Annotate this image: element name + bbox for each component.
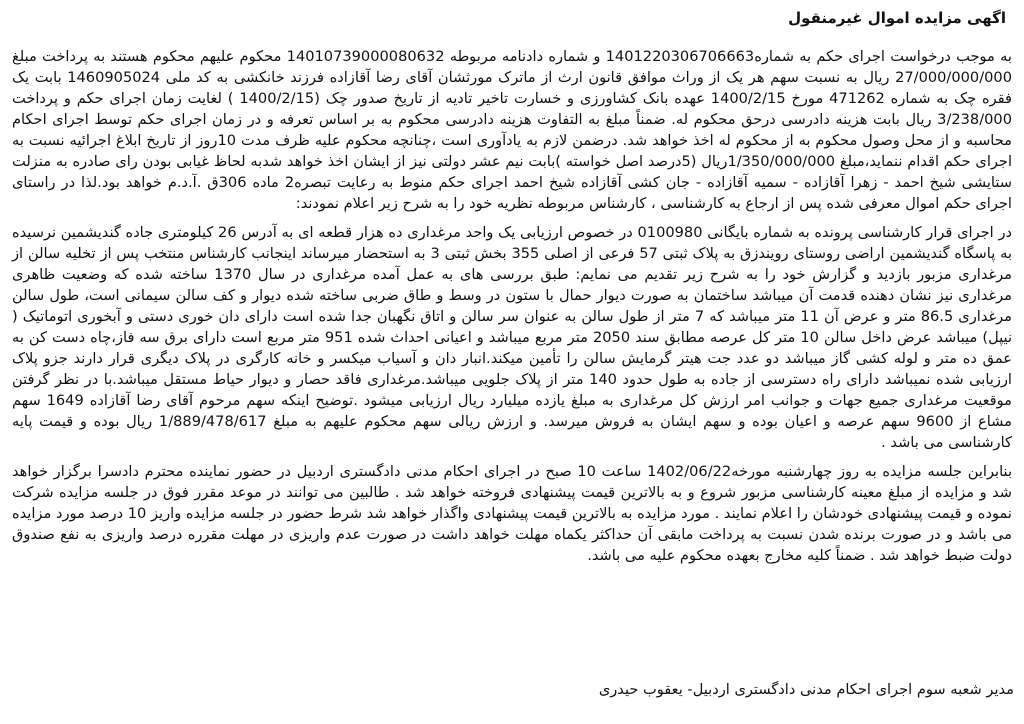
notice-signature: مدیر شعبه سوم اجرای احکام مدنی دادگستری اردبیل- یعقوب حیدری: [598, 681, 1014, 698]
notice-paragraph-auction-session: بنابراین جلسه مزایده به روز چهارشنبه مورخه1402/06/22 ساعت 10 صبح در اجرای احکام مدنی دادگستری اردبیل در حضور نماینده محترم دادسرا برگزار خواهد شد و مزایده از مبلغ معینه کارشناسی مزبور شروع و به بالاترین قیمت پیشنهادی فروخته خواهد شد . طالبین می توانند در موعد مقرر فوق در جلسه مزایده شرکت نموده و قیمت پیشنهادی خودشان را اعلام نمایند . مورد مزایده به بالاترین قیمت پیشنهادی واگذار خواهد شد شرط حضور در جلسه مزایده واریز 10 درصد مورد مزایده می باشد و در صورت برنده شدن نسبت به پرداخت مابقی آن حداکثر یکماه مهلت خواهد داشت در صورت عدم واریزی در مهلت مقرره درصد واریزی به نفع صندوق دولت ضبط خواهد شد . ضمناً کلیه مخارج بعهده محکوم علیه می باشد.: [12, 463, 1013, 564]
notice-title: اگهی مزایده اموال غیرمنقول: [788, 9, 1006, 27]
notice-paragraph-judgment: به موجب درخواست اجرای حکم به شماره1401220306706663 و شماره دادنامه مربوطه 14010739000080632 محکوم علیهم محکوم هستند به پرداخت مبلغ 27/000/000/000 ریال به نسبت سهم هر یک از وراث موافق قانون ارث از ماترک مورثشان آقای رضا آقازاده فرزند خانکشی به کد ملی 1460905024 بابت یک فقره چک به شماره 471262 مورخ 1400/2/15 عهده بانک کشاورزی و خسارت تاخیر تادیه از تاریخ صدور چک (1400/2/15 ) لغایت زمان اجرای حکم و پرداخت 3/238/000 ریال بابت هزینه دادرسی درحق محکوم له. ضمناً مبلغ به التفاوت هزینه دادرسی محکوم به بر اساس تعرفه و در زمان اجرای حکم توسط اجرای احکام محاسبه و از محل وصول محکوم به از محکوم له اخذ خواهد شد. درضمن لازم به یادآوری است ،چنانچه محکوم علیه ظرف مدت 10روز از تاریخ ابلاغ اجرائیه نسبت به اجرای حکم اقدام ننماید،مبلغ 1/350/000/000ریال (5درصد اصل خواسته )بابت نیم عشر دولتی نیز از ایشان اخذ خواهد شدبه لحاظ غیابی بودن رای صادره به منزلت ستایشی شیخ احمد - زهرا آقازاده - سمیه آقازاده - جان کشی آقازاده شیخ احمد اجرای حکم منوط به رعایت تبصره2 ماده 306ق .آ.د.م خواهد بود.لذا در راستای اجرای حکم اموال معرفی شده پس از ارجاع به کارشناسی ، کارشناس مربوطه نظریه خود را به شرح زیر اعلام نمودند:: [12, 48, 1013, 212]
notice-paragraph-appraisal: در اجرای قرار کارشناسی پرونده به شماره بایگانی 0100980 در خصوص ارزیابی یک واحد مرغداری ده هزار قطعه ای به آدرس 26 کیلومتری جاده گندیشمین نرسیده به پاسگاه گندیشمین اراضی روستای رویندزق به پلاک ثبتی 57 فرعی از اصلی 355 بخش ثبتی 3 به استحضار میرساند اینجانب کارشناس منتخب پس از تخلیه سالن از مرغداری مزبور بازدید و گزارش خود را به شرح زیر تقدیم می نمایم: طبق بررسی های به عمل آمده مرغداری در سال 1370 ساخته شده که وضعیت ظاهری مرغداری نیز نشان دهنده قدمت آن میباشد ساختمان به صورت دیوار حمال با ستون در وسط و طاق ضربی ساخته شده دیوار و کف سالن سیمانی است، طول سالن مرغداری 86.5 متر و عرض آن 11 متر میباشد که 7 متر از طول سالن به عنوان سر سالن و اتاق نگهبان جدا شده است دارای دان خوری دستی و آبخوری اتوماتیک ( نیپل) میباشد عرض داخل سالن 10 متر کل عرصه مطابق سند 2050 متر مربع میباشد و اعیانی احداث شده 951 متر مربع است دارای برق سه فاز،چاه دست کن به عمق ده متر و لوله کشی گاز میباشد دو عدد جت هیتر گرمایش سالن را تأمین میکند.انبار دان و آسیاب میکسر و خانه کارگری در پلاک دیگری قرار دارند جزو پلاک ارزیابی شده نمیباشد دارای راه دسترسی از جاده به طول حدود 140 متر از پلاک جلویی میباشد.مرغداری فاقد حصار و دیوار حیاط مستقل میباشد.با در نظر گرفتن موقعیت مرغداری جمیع جهات و جوانب امر ارزش کل مرغداری به مبلغ یازده میلیارد ریال ارزیابی میشود .توضیح اینکه سهم مرحوم آقای رضا آقازاده 1649 سهم مشاع از 9600 سهم عرصه و اعیان بوده و سهم ایشان به فروش میرسد. و ارزش ریالی سهم محکوم علیهم به مبلغ 1/889/478/617 ریال بوده و قیمت پایه کارشناسی می باشد .: [12, 224, 1013, 451]
